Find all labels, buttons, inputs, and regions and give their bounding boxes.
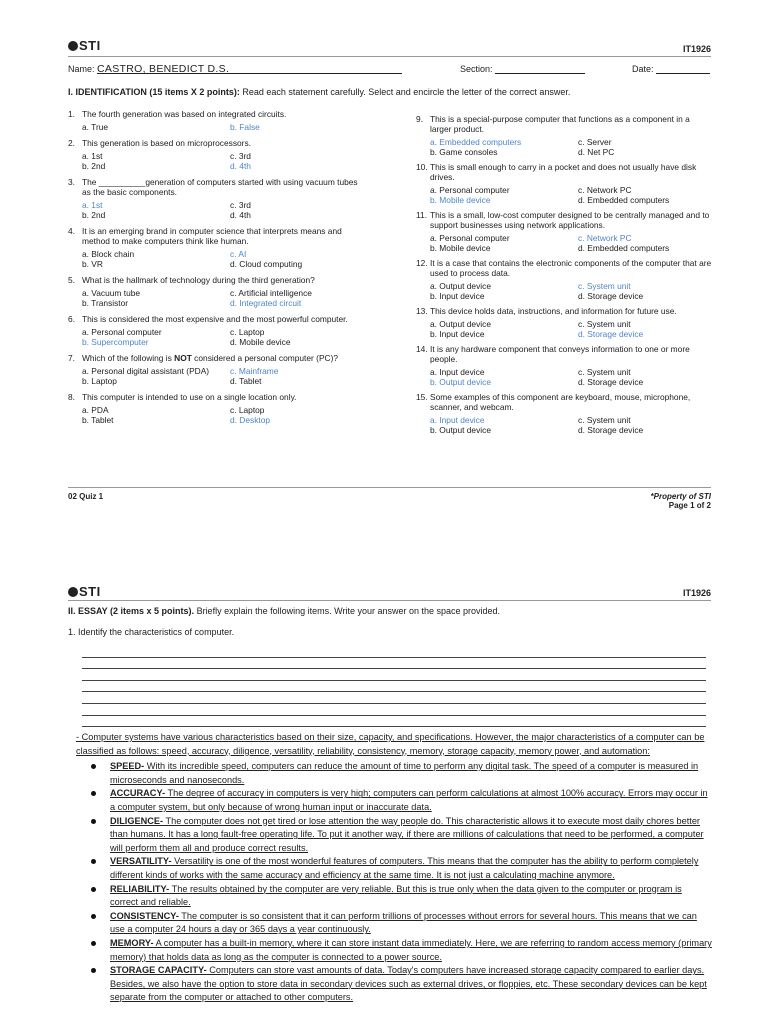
answer-option[interactable]: c. Network PC [578, 185, 632, 195]
answer-option[interactable]: d. Embedded computers [578, 243, 670, 253]
answer-option[interactable]: a. Output device [430, 319, 491, 329]
characteristic-term: RELIABILITY- [110, 883, 170, 894]
answer-option[interactable]: a. Embedded computers [430, 137, 522, 147]
characteristic-description: A computer has a built-in memory, where it can store instant data immediately. Here, we are referring to random access memory (primary memory) that holds data as long as the computer is connected to a power source. [110, 937, 712, 962]
answer-option[interactable]: a. True [82, 122, 109, 132]
question-item [68, 392, 368, 425]
question-text: This generation is based on microprocessors. [82, 138, 251, 148]
characteristic-term: ACCURACY- [110, 788, 166, 799]
answer-options [430, 137, 713, 157]
answer-options [82, 200, 368, 220]
answer-options [82, 288, 368, 308]
answer-options [82, 327, 368, 347]
footer-rule [68, 487, 711, 488]
answer-option[interactable]: d. Desktop [230, 415, 271, 425]
question-number: 8. [68, 392, 75, 402]
question-text: This computer is intended to use on a single location only. [82, 392, 297, 402]
question-number: 13. [416, 306, 428, 316]
bullet-icon [91, 819, 96, 824]
characteristic-item [76, 883, 712, 910]
question-item [416, 162, 713, 205]
characteristic-description: With its incredible speed, computers can reduce the amount of time to perform any digital task. The speed of a computer is measured in microseconds and nanoseconds. [110, 761, 699, 785]
date-field [632, 63, 710, 74]
answer-line [82, 646, 706, 658]
answer-option[interactable]: c. AI [230, 249, 247, 259]
answer-option[interactable]: c. Laptop [230, 405, 265, 415]
characteristic-item [76, 815, 712, 856]
characteristics-list [76, 760, 712, 1005]
question-text: The __________generation of computers started with using vacuum tubes as the basic components. [82, 177, 358, 197]
answer-option[interactable]: c. Mainframe [230, 366, 279, 376]
part1-instruction-text: Read each statement carefully. Select and encircle the letter of the correct answer. [242, 87, 571, 97]
answer-option[interactable]: a. Personal computer [430, 185, 510, 195]
bullet-icon [91, 914, 96, 919]
answer-line [82, 692, 706, 704]
characteristic-description: The results obtained by the computer are very reliable. But this is true only when the data given to the computer or program is correct and reliable. [110, 883, 682, 908]
questions-left-column [68, 109, 368, 431]
question-item [416, 210, 713, 253]
answer-option[interactable]: a. Personal digital assistant (PDA) [82, 366, 210, 376]
characteristic-term: STORAGE CAPACITY- [110, 965, 207, 976]
answer-option[interactable]: d. Integrated circuit [230, 298, 302, 308]
answer-line [82, 658, 706, 670]
question-item [416, 306, 713, 339]
answer-options [430, 367, 713, 387]
answer-option[interactable]: a. 1st [82, 200, 103, 210]
question-number: 6. [68, 314, 75, 324]
answer-line [82, 681, 706, 693]
answer-option[interactable]: c. System unit [578, 415, 631, 425]
answer-option[interactable]: c. System unit [578, 281, 631, 291]
question-number: 14. [416, 344, 428, 354]
logo-text: STI [79, 38, 101, 53]
answer-option[interactable]: b. 2nd [82, 161, 106, 171]
answer-line [82, 716, 706, 728]
answer-option[interactable]: d. Storage device [578, 291, 644, 301]
characteristic-description: The computer is so consistent that it can perform trillions of processes without errors for several hours. This means that we can use a computer 24 hours a day or 365 days a year continuously. [110, 910, 697, 935]
part2-title: II. ESSAY (2 items x 5 points). [68, 606, 195, 616]
question-item [416, 258, 713, 301]
sti-logo [68, 38, 101, 53]
answer-option[interactable]: d. Storage device [578, 329, 644, 339]
answer-option[interactable]: a. PDA [82, 405, 109, 415]
answer-options [430, 185, 713, 205]
answer-option[interactable]: a. 1st [82, 151, 103, 161]
question-number: 2. [68, 138, 75, 148]
characteristic-term: VERSATILITY- [110, 856, 172, 867]
question-number: 11. [416, 210, 428, 220]
part2-instructions [68, 606, 500, 616]
part1-instructions [68, 87, 570, 97]
answer-options [82, 366, 368, 386]
answer-option[interactable]: b. False [230, 122, 260, 132]
answer-option[interactable]: d. Storage device [578, 377, 644, 387]
question-item [416, 114, 713, 157]
characteristic-description: Computers can store vast amounts of data. Today's computers have increased storage capacity compared to earlier days. Besides, we also have the option to store data in secondary devices such as external drives, or floppies, etc. These secondary devices can be kept separate from the computer or attached to other computers. [110, 965, 707, 1003]
part1-title: I. IDENTIFICATION (15 items X 2 points): [68, 87, 240, 97]
questions-right-column [416, 114, 713, 440]
answer-option[interactable]: b. Mobile device [430, 195, 491, 205]
question-text: This device holds data, instructions, and information for future use. [430, 306, 677, 316]
doc-code-p2: IT1926 [682, 588, 711, 598]
characteristic-term: CONSISTENCY- [110, 910, 179, 921]
logo-text: STI [79, 584, 101, 599]
date-label: Date: [632, 64, 654, 74]
question-number: 9. [416, 114, 423, 124]
answer-option[interactable]: a. Input device [430, 415, 485, 425]
answer-option[interactable]: b. Input device [430, 291, 485, 301]
answer-option[interactable]: c. System unit [578, 367, 631, 377]
question-number: 4. [68, 226, 75, 236]
bullet-icon [91, 791, 96, 796]
answer-option[interactable]: a. Vacuum tube [82, 288, 141, 298]
answer-lines [82, 646, 706, 727]
question-text: Which of the following is NOT considered a personal computer (PC)? [82, 353, 339, 363]
logo-mark-icon [68, 41, 78, 51]
section-blank [495, 63, 585, 74]
question-number: 5. [68, 275, 75, 285]
answer-option[interactable]: c. Laptop [230, 327, 265, 337]
answer-option[interactable]: a. Personal computer [430, 233, 510, 243]
question-item [68, 138, 368, 171]
characteristic-item [76, 760, 712, 787]
question-number: 15. [416, 392, 428, 402]
question-text: This is a small, low-cost computer designed to be centrally managed and to support businesses using network applications. [430, 210, 710, 230]
question-text: This is small enough to carry in a pocket and does not usually have disk drives. [430, 162, 697, 182]
answer-options [82, 405, 368, 425]
answer-option[interactable]: c. 3rd [230, 200, 251, 210]
answer-option[interactable]: c. System unit [578, 319, 631, 329]
essay-answer [76, 731, 712, 1005]
characteristic-item [76, 787, 712, 814]
answer-option[interactable]: d. Storage device [578, 425, 644, 435]
answer-option[interactable]: b. Tablet [82, 415, 114, 425]
answer-line [82, 669, 706, 681]
question-item [68, 314, 368, 347]
answer-options [82, 249, 368, 269]
name-field [68, 63, 402, 74]
question-text: It is a case that contains the electronic components of the computer that are used to process data. [430, 258, 712, 278]
answer-option[interactable]: b. Output device [430, 377, 491, 387]
footer-quiz-text: 02 Quiz 1 [68, 492, 104, 501]
characteristic-item [76, 937, 712, 964]
characteristic-description: The computer does not get tired or lose attention the way people do. This characteristic allows it to execute most daily chores better than humans. It has a long fault-free operating life. To put it another way, if there are millions of calculations that need to be performed, a computer will perform them all and produce correct results. [110, 815, 704, 853]
answer-option[interactable]: b. Input device [430, 329, 485, 339]
footer-quiz [68, 492, 103, 501]
answer-option[interactable]: d. Tablet [230, 376, 262, 386]
bullet-icon [91, 859, 96, 864]
answer-option[interactable]: d. Embedded computers [578, 195, 670, 205]
question-item [416, 344, 713, 387]
essay-intro: - Computer systems have various characteristics based on their size, capacity, and specifications. However, the major characteristics of a computer can be classified as follows: speed, accuracy, diligence, versatility, reliability, consistency, memory, storage capacity, memory power, and automation: [76, 732, 705, 756]
question-number: 1. [68, 109, 75, 119]
answer-option[interactable]: d. 4th [230, 161, 251, 171]
bullet-icon [91, 764, 96, 769]
bullet-icon [91, 887, 96, 892]
question-item [68, 275, 368, 308]
quiz-page-2 [0, 570, 768, 1024]
answer-option[interactable]: a. Output device [430, 281, 491, 291]
answer-option[interactable]: a. Input device [430, 367, 485, 377]
bullet-icon [91, 941, 96, 946]
answer-options [82, 122, 368, 132]
date-blank [656, 63, 710, 74]
section-label: Section: [460, 64, 493, 74]
header-rule-p2 [68, 600, 711, 601]
answer-line [82, 704, 706, 716]
bullet-icon [91, 968, 96, 973]
question-number: 3. [68, 177, 75, 187]
footer-page: Page 1 of 2 [668, 501, 711, 510]
question-text: This is considered the most expensive and the most powerful computer. [82, 314, 348, 324]
answer-option[interactable]: b. VR [82, 259, 103, 269]
characteristic-term: DILIGENCE- [110, 815, 164, 826]
question-text: It is an emerging brand in computer science that interprets means and method to make computers think like human. [82, 226, 342, 246]
answer-option[interactable]: d. Net PC [578, 147, 615, 157]
answer-options [430, 233, 713, 253]
question-item [416, 392, 713, 435]
question-text: What is the hallmark of technology during the third generation? [82, 275, 315, 285]
answer-option[interactable]: b. Game consoles [430, 147, 498, 157]
characteristic-description: Versatility is one of the most wonderful features of computers. This means that the computer has the ability to perform completely different kinds of works with the same accuracy and efficiency at the same time. It is not just a calculating machine anymore. [110, 856, 699, 880]
question-text: The fourth generation was based on integrated circuits. [82, 109, 287, 119]
question-item [68, 226, 368, 269]
characteristic-term: SPEED- [110, 761, 145, 772]
doc-code: IT1926 [682, 44, 711, 54]
answer-option[interactable]: b. 2nd [82, 210, 106, 220]
question-item [68, 353, 368, 386]
answer-option[interactable]: c. Artificial intelligence [230, 288, 312, 298]
part2-instruction-text: Briefly explain the following items. Write your answer on the space provided. [196, 606, 501, 616]
question-number: 7. [68, 353, 75, 363]
answer-options [430, 415, 713, 435]
name-label: Name: [68, 64, 95, 74]
answer-option[interactable]: c. Network PC [578, 233, 632, 243]
header-rule [68, 56, 711, 57]
answer-option[interactable]: b. Laptop [82, 376, 117, 386]
question-item [68, 109, 368, 132]
characteristic-term: MEMORY- [110, 937, 154, 948]
sti-logo-p2 [68, 584, 101, 599]
answer-option[interactable]: b. Output device [430, 425, 491, 435]
answer-option[interactable]: c. 3rd [230, 151, 251, 161]
characteristic-item [76, 855, 712, 882]
footer-property: *Property of STI [650, 492, 711, 501]
answer-option[interactable]: b. Transistor [82, 298, 129, 308]
essay-question-1: 1. Identify the characteristics of computer. [68, 627, 235, 637]
answer-option[interactable]: d. 4th [230, 210, 251, 220]
section-field [460, 63, 585, 74]
question-text: Some examples of this component are keyboard, mouse, microphone, scanner, and webcam. [430, 392, 691, 412]
question-item [68, 177, 368, 220]
student-name: CASTRO, BENEDICT D.S. [97, 63, 402, 74]
logo-mark-icon [68, 587, 78, 597]
question-text: It is any hardware component that conveys information to one or more people. [430, 344, 690, 364]
answer-options [430, 319, 713, 339]
question-number: 12. [416, 258, 428, 268]
answer-option[interactable]: d. Cloud computing [230, 259, 303, 269]
characteristic-item [76, 910, 712, 937]
answer-option[interactable]: a. Personal computer [82, 327, 162, 337]
answer-option[interactable]: b. Supercomputer [82, 337, 149, 347]
characteristic-item [76, 964, 712, 1005]
question-number: 10. [416, 162, 428, 172]
footer-right [651, 492, 711, 510]
answer-options [82, 151, 368, 171]
question-text: This is a special-purpose computer that functions as a component in a larger product. [430, 114, 690, 134]
answer-option[interactable]: a. Block chain [82, 249, 135, 259]
characteristic-description: The degree of accuracy in computers is very high; computers can perform calculations at almost 100% accuracy. Errors may occur in a computer system, but only because of wrong human input or inaccurate data. [110, 788, 708, 812]
answer-options [430, 281, 713, 301]
answer-option[interactable]: d. Mobile device [230, 337, 291, 347]
answer-option[interactable]: b. Mobile device [430, 243, 491, 253]
answer-option[interactable]: c. Server [578, 137, 612, 147]
